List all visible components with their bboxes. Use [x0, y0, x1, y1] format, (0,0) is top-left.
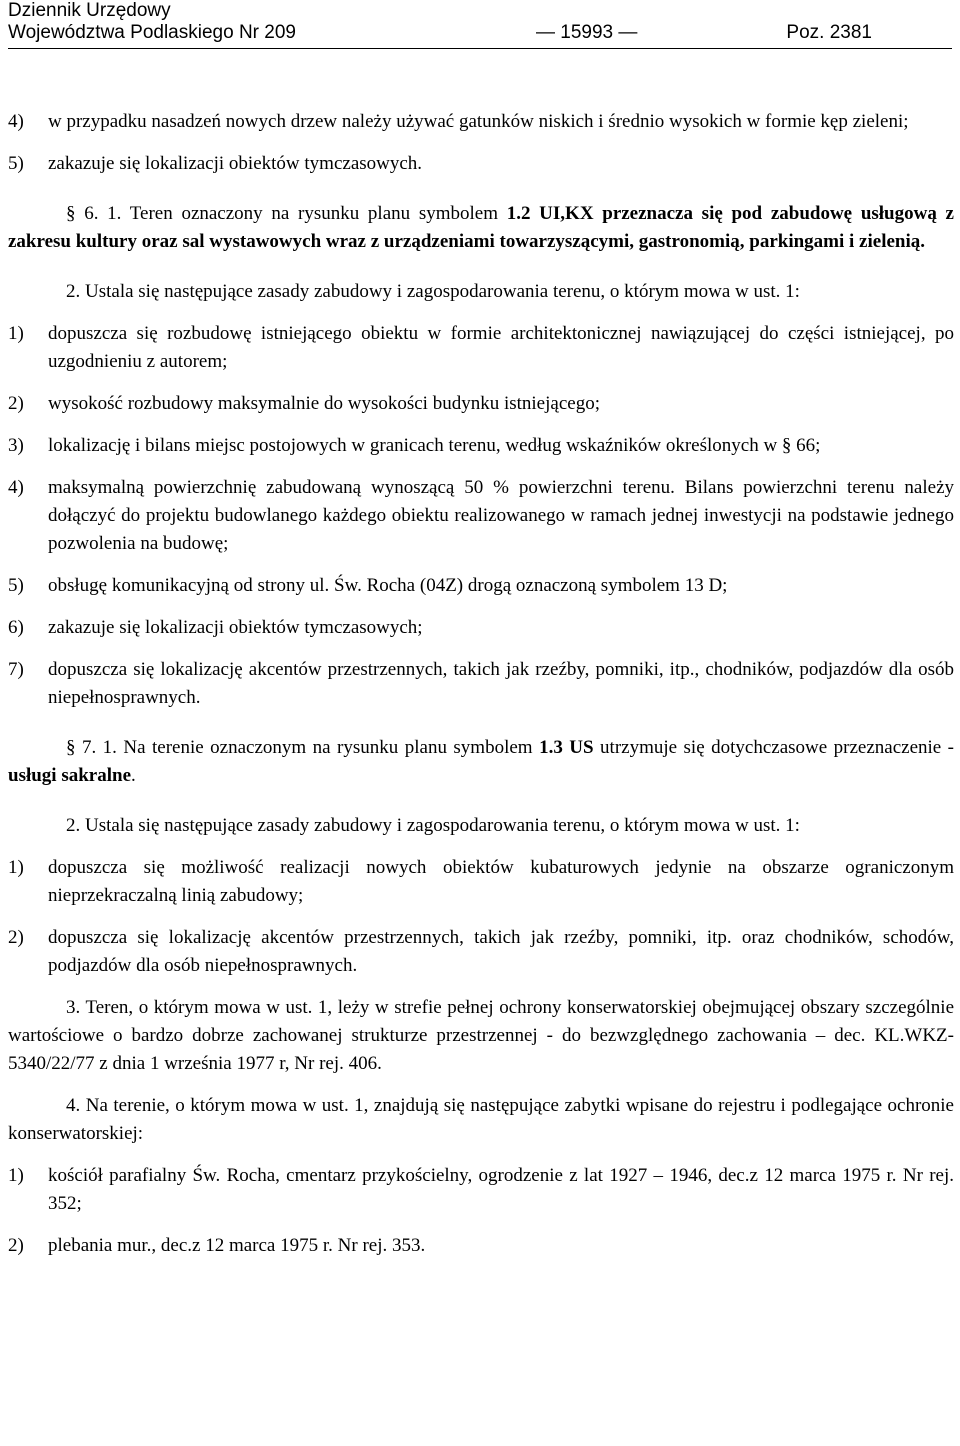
section-7-paragraph-2: 2. Ustala się następujące zasady zabudowy i zagospodarowania terenu, o którym mowa w ust. 1:: [66, 815, 800, 836]
list-item: 5) obsługę komunikacyjną od strony ul. Św. Rocha (04Z) drogą oznaczoną symbolem 13 D;: [8, 575, 728, 596]
list-item: [8, 108, 954, 136]
position-number: Poz. 2381: [786, 22, 872, 43]
list-item: 4) maksymalną powierzchnię zabudowaną wynoszącą 50 % powierzchni terenu. Bilans powierzchni terenu należy dołączyć do projektu budowlanego każdego obiektu realizowanego w ramach jednej inwestycji na podstawie jednego pozwolenia na budowę;: [8, 477, 954, 554]
header-rule: [8, 48, 952, 49]
item-number: 4): [8, 111, 24, 132]
list-item: 2) dopuszcza się lokalizację akcentów przestrzennych, takich jak rzeźby, pomniki, itp. oraz chodników, schodów, podjazdów dla osób niepełnosprawnych.: [8, 927, 954, 976]
section-7-paragraph-4: 4. Na terenie, o którym mowa w ust. 1, znajdują się następujące zabytki wpisane do rejestru i podlegające ochronie konserwatorskiej:: [8, 1095, 954, 1144]
journal-title: Dziennik Urzędowy: [8, 0, 171, 21]
list-item: 3) lokalizację i bilans miejsc postojowych w granicach terenu, według wskaźników określonych w § 66;: [8, 435, 821, 456]
list-item: 6) zakazuje się lokalizacji obiektów tymczasowych;: [8, 617, 423, 638]
list-item: 2) plebania mur., dec.z 12 marca 1975 r. Nr rej. 353.: [8, 1235, 426, 1256]
section-6-paragraph-2: 2. Ustala się następujące zasady zabudowy i zagospodarowania terenu, o którym mowa w ust. 1:: [66, 281, 800, 302]
list-item: 1) dopuszcza się możliwość realizacji nowych obiektów kubaturowych jedynie na obszarze ograniczonym nieprzekraczalną linią zabudowy;: [8, 857, 954, 906]
section-6-paragraph-1: § 6. 1. Teren oznaczony na rysunku planu symbolem 1.2 UI,KX przeznacza się pod zabudowę usługową z zakresu kultury oraz sal wystawowych wraz z urządzeniami towarzyszącymi, gastronomią, parkingami i zielenią.: [8, 203, 954, 252]
item-number: 5): [8, 153, 24, 174]
document-body: [8, 108, 954, 1260]
list-item: 1) dopuszcza się rozbudowę istniejącego obiektu w formie architektonicznej nawiązującej do części istniejącej, po uzgodnieniu z autorem;: [8, 323, 954, 372]
section-7-paragraph-3: 3. Teren, o którym mowa w ust. 1, leży w strefie pełnej ochrony konserwatorskiej obejmującej obszary szczególnie wartościowe o bardzo dobrze zachowanej strukturze przestrzennej - do bezwzględnego zachowania – dec. KL.WKZ-5340/22/77 z dnia 1 września 1977 r, Nr rej. 406.: [8, 997, 954, 1074]
item-text: w przypadku nasadzeń nowych drzew należy używać gatunków niskich i średnio wysokich w formie kęp zieleni;: [48, 111, 909, 132]
list-item: 2) wysokość rozbudowy maksymalnie do wysokości budynku istniejącego;: [8, 393, 600, 414]
journal-subtitle: Województwa Podlaskiego Nr 209: [8, 22, 296, 43]
list-item: 1) kościół parafialny Św. Rocha, cmentarz przykościelny, ogrodzenie z lat 1927 – 1946, dec.z 12 marca 1975 r. Nr rej. 352;: [8, 1165, 954, 1214]
section-7-paragraph-1: § 7. 1. Na terenie oznaczonym na rysunku planu symbolem 1.3 US utrzymuje się dotychczasowe przeznaczenie - usługi sakralne.: [8, 737, 955, 786]
item-text: zakazuje się lokalizacji obiektów tymczasowych.: [48, 153, 423, 174]
list-item: 7) dopuszcza się lokalizację akcentów przestrzennych, takich jak rzeźby, pomniki, itp., chodników, podjazdów dla osób niepełnosprawnych.: [8, 659, 954, 708]
list-item: [8, 150, 954, 178]
page-number: — 15993 —: [536, 22, 638, 43]
page-header: [8, 0, 952, 50]
